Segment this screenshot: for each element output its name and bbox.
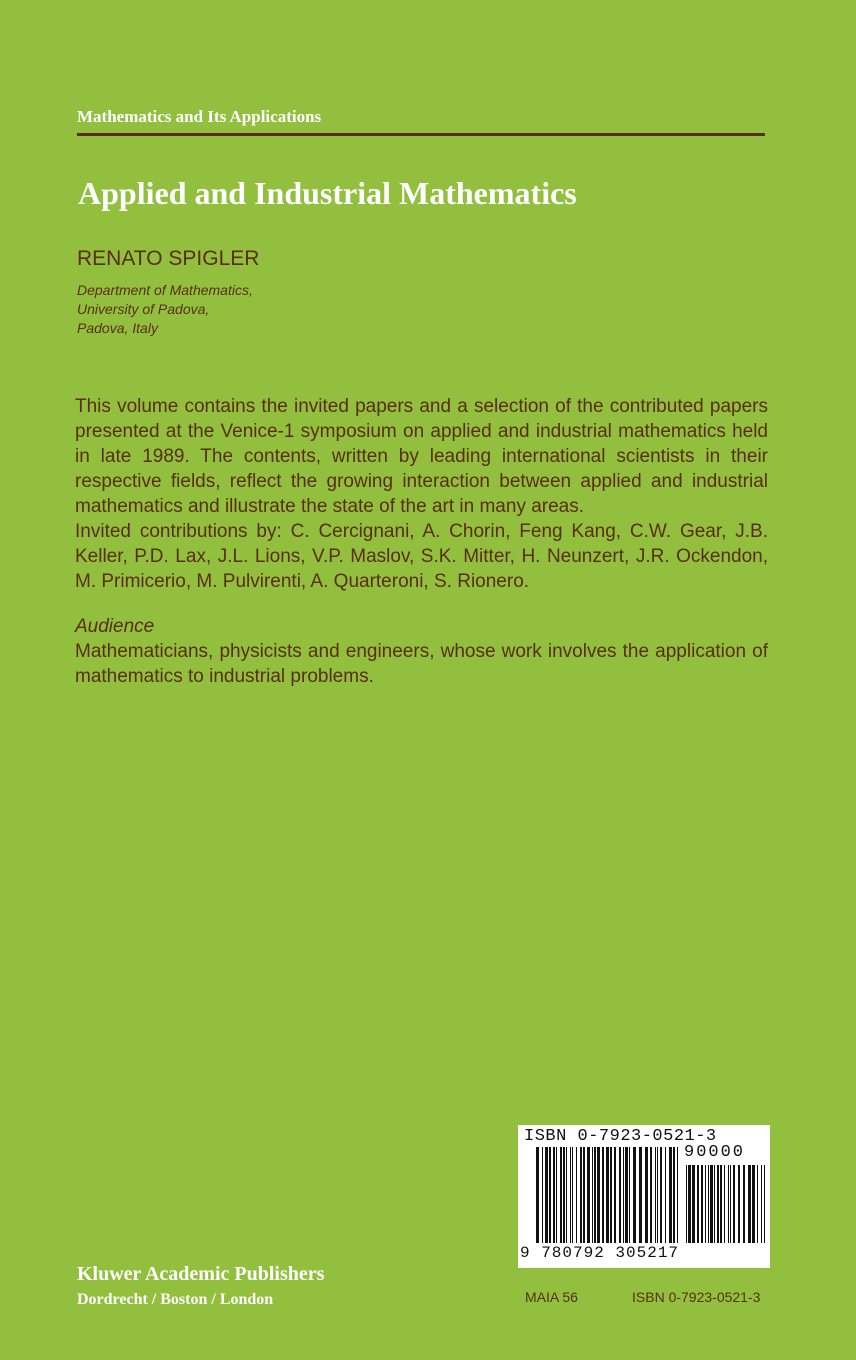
barcode-bar bbox=[692, 1165, 695, 1243]
barcode-bar bbox=[710, 1165, 713, 1243]
series-name: Mathematics and Its Applications bbox=[77, 107, 322, 126]
barcode-bar bbox=[669, 1147, 672, 1243]
book-title: Applied and Industrial Mathematics bbox=[78, 175, 577, 211]
barcode-bar bbox=[572, 1147, 573, 1243]
barcode-bar bbox=[610, 1147, 612, 1243]
barcode-bar bbox=[583, 1147, 585, 1243]
barcode-bar bbox=[761, 1165, 762, 1243]
barcode-bar bbox=[701, 1165, 703, 1243]
barcode-bar bbox=[545, 1147, 548, 1243]
header-rule bbox=[77, 133, 765, 136]
barcode-bar bbox=[592, 1147, 593, 1243]
author-affiliation bbox=[77, 281, 253, 338]
barcode-bar bbox=[730, 1165, 731, 1243]
barcode-bar bbox=[633, 1147, 636, 1243]
barcode-bar bbox=[536, 1147, 539, 1243]
barcode-bar bbox=[580, 1147, 582, 1243]
barcode-bar bbox=[625, 1147, 628, 1243]
barcode-bar bbox=[606, 1147, 609, 1243]
barcode-bar bbox=[724, 1165, 725, 1243]
barcode-bar bbox=[764, 1165, 765, 1243]
barcode-bar bbox=[614, 1147, 616, 1243]
barcode-bar bbox=[602, 1147, 604, 1243]
barcode-bar bbox=[717, 1165, 719, 1243]
barcode-bar bbox=[733, 1165, 735, 1243]
barcode-bar bbox=[738, 1165, 740, 1243]
blurb bbox=[75, 394, 768, 689]
barcode-bar bbox=[645, 1147, 648, 1243]
barcode-ean-number: 9 780792 305217 bbox=[520, 1244, 680, 1262]
barcode-bar bbox=[576, 1147, 577, 1243]
audience-heading: Audience bbox=[75, 616, 155, 637]
barcode-bar bbox=[720, 1165, 722, 1243]
barcode-bar bbox=[542, 1147, 543, 1243]
barcode-bar bbox=[743, 1165, 745, 1243]
barcode-bar bbox=[623, 1147, 624, 1243]
barcode-bar bbox=[560, 1147, 562, 1243]
isbn-barcode bbox=[518, 1125, 770, 1268]
barcode-bar bbox=[629, 1147, 630, 1243]
barcode-bar bbox=[660, 1147, 662, 1243]
barcode-bar bbox=[566, 1147, 567, 1243]
barcode-bar bbox=[619, 1147, 621, 1243]
barcode-bar bbox=[708, 1165, 709, 1243]
barcode-bar bbox=[639, 1147, 642, 1243]
barcode-bar bbox=[587, 1147, 590, 1243]
barcode-bar bbox=[673, 1147, 675, 1243]
barcode-bar bbox=[686, 1165, 687, 1243]
barcode-bar bbox=[705, 1165, 706, 1243]
affiliation-line: Department of Mathematics, bbox=[77, 282, 253, 298]
barcode-bar bbox=[677, 1147, 678, 1243]
barcode-bar bbox=[728, 1165, 729, 1243]
barcode-bar bbox=[563, 1147, 565, 1243]
barcode-addon-number: 90000 bbox=[684, 1143, 746, 1162]
affiliation-line: Padova, Italy bbox=[77, 320, 158, 336]
barcode-bar bbox=[697, 1165, 699, 1243]
barcode-bar bbox=[597, 1147, 600, 1243]
barcode-bar bbox=[665, 1147, 666, 1243]
description-paragraph: This volume contains the invited papers and a selection of the contributed papers presented at the Venice-1 symposium on applied and industrial mathematics held in late 1989. The contents, written by leading international scientists in their respective fields, reflect the growing interaction between applied and industrial mathematics and illustrate the state of the art in many areas. bbox=[75, 396, 768, 517]
affiliation-line: University of Padova, bbox=[77, 301, 210, 317]
barcode-isbn-label: ISBN 0-7923-0521-3 bbox=[524, 1127, 717, 1146]
barcode-bar bbox=[553, 1147, 555, 1243]
barcode-bar bbox=[549, 1147, 551, 1243]
footer-isbn: ISBN 0-7923-0521-3 bbox=[632, 1289, 761, 1305]
barcode-bar bbox=[556, 1147, 557, 1243]
barcode-bar bbox=[752, 1165, 755, 1243]
barcode-bar bbox=[757, 1165, 758, 1243]
audience-text: Mathematicians, physicists and engineers, whose work involves the application of mathematics to industrial problems. bbox=[75, 641, 768, 687]
barcode-bar bbox=[748, 1165, 751, 1243]
barcode-bar bbox=[688, 1165, 691, 1243]
barcode-bar bbox=[650, 1147, 652, 1243]
publisher-places: Dordrecht / Boston / London bbox=[77, 1291, 274, 1308]
contributors-paragraph: Invited contributions by: C. Cercignani, A. Chorin, Feng Kang, C.W. Gear, J.B. Keller, P.D. Lax, J.L. Lions, V.P. Maslov, S.K. Mitter, H. Neunzert, J.R. Ockendon, M. Primicerio, M. Pulvirenti, A. Quarteroni, S. Rionero. bbox=[75, 521, 768, 592]
barcode-bar bbox=[655, 1147, 656, 1243]
barcode-bar bbox=[594, 1147, 596, 1243]
series-code: MAIA 56 bbox=[525, 1289, 578, 1305]
barcode-bar bbox=[714, 1165, 715, 1243]
barcode-bar bbox=[657, 1147, 658, 1243]
barcode-bar bbox=[570, 1147, 571, 1243]
author-name: RENATO SPIGLER bbox=[77, 247, 260, 270]
publisher-name: Kluwer Academic Publishers bbox=[77, 1263, 325, 1285]
